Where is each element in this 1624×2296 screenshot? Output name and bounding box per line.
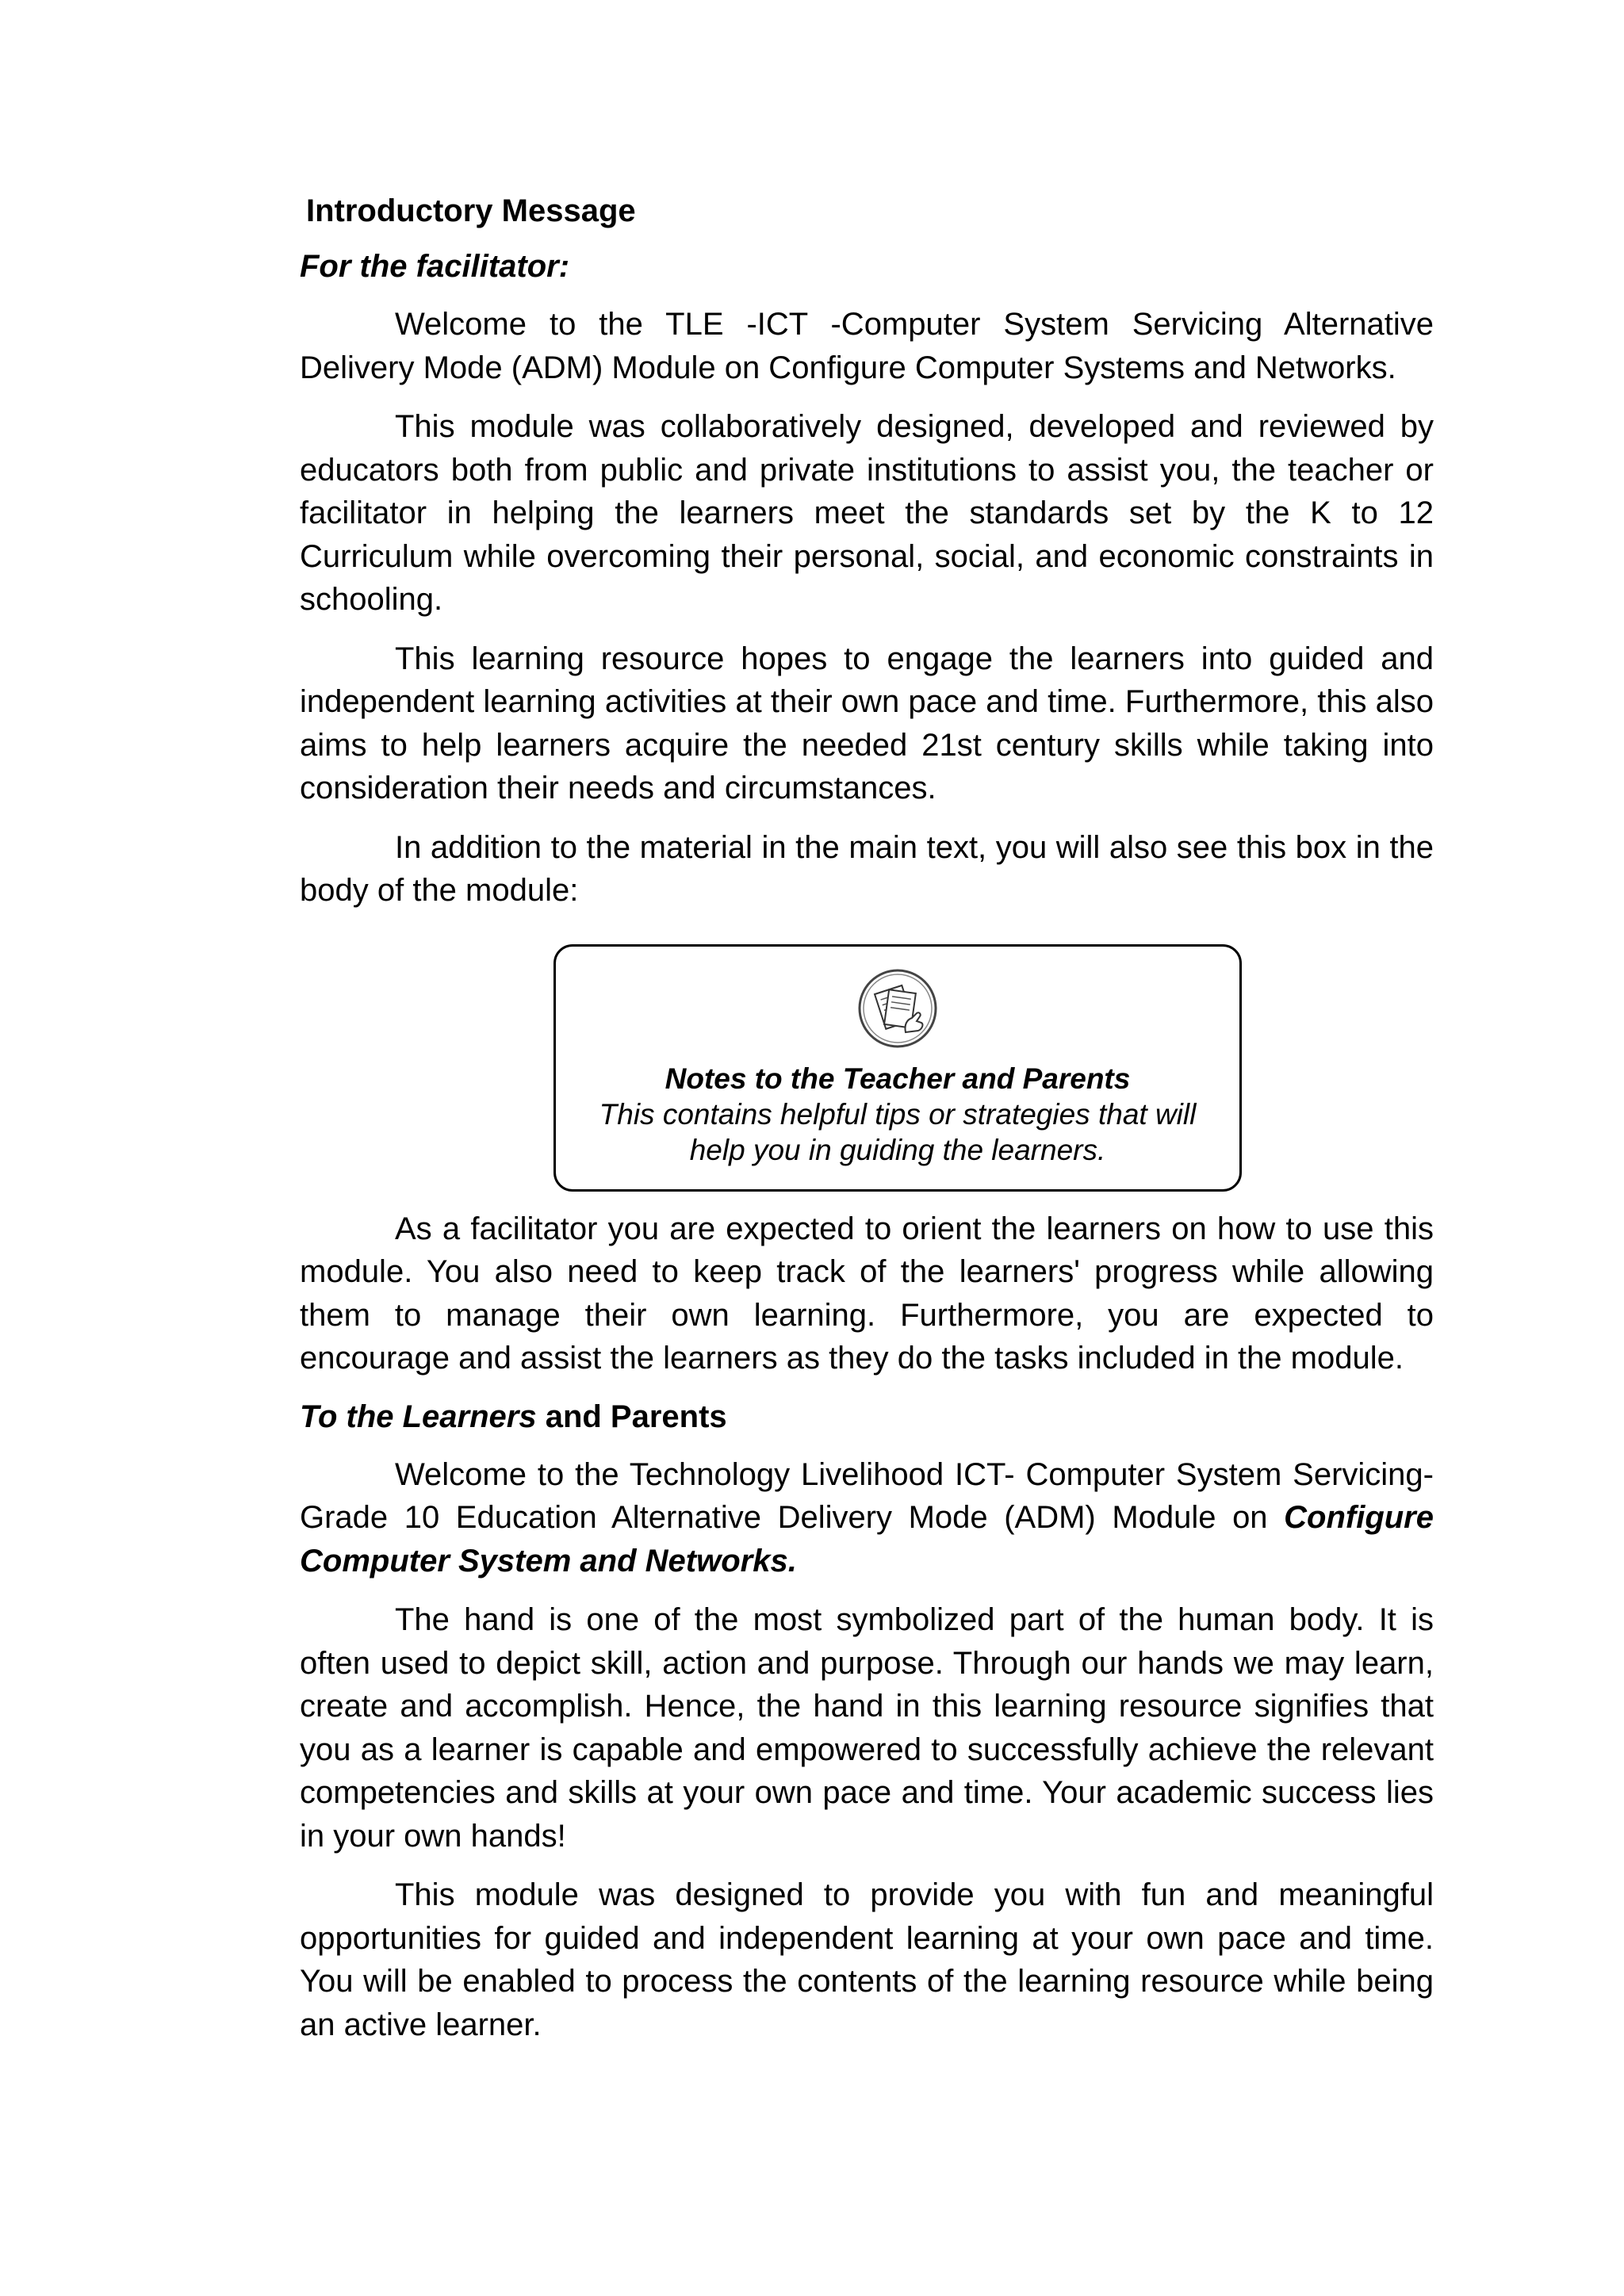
learners-heading: [300, 1396, 1434, 1437]
facilitator-paragraph: Welcome to the TLE -ICT -Computer System Servicing Alternative Delivery Mode (ADM) Module on Configure Computer Systems and Networks.: [300, 307, 1434, 385]
learners-heading-italic: To the Learners: [300, 1399, 537, 1434]
facilitator-paragraph: This module was collaboratively designed, developed and reviewed by educators both from public and private institutions to assist you, the teacher or facilitator in helping the learners meet the standards set by the K to 12 Curriculum while overcoming their personal, social, and economic constraints in schooling.: [300, 409, 1434, 617]
facilitator-paragraph: In addition to the material in the main text, you will also see this box in the body of the module:: [300, 829, 1434, 908]
learners-paragraph: The hand is one of the most symbolized part of the human body. It is often used to depict skill, action and purpose. Through our hands we may learn, create and accomplish. Hence, the hand in this learning resource signifies that you as a learner is capable and empowered to successfully achieve the relevant competencies and skills at your own pace and time. Your academic success lies in your own hands!: [300, 1602, 1434, 1854]
notes-hand-icon: [856, 967, 939, 1050]
facilitator-heading: For the facilitator:: [300, 249, 570, 284]
notes-box-title: Notes to the Teacher and Parents: [665, 1062, 1131, 1095]
learners-intro-text: Welcome to the Technology Livelihood ICT- Computer System Servicing- Grade 10 Education Alternative Delivery Mode (ADM) Module on: [300, 1456, 1434, 1535]
facilitator-paragraph: This learning resource hopes to engage the learners into guided and independent learning activities at their own pace and time. Furthermore, this also aims to help learners acquire the needed 21st century skills while taking into consideration their needs and circumstances.: [300, 641, 1434, 806]
notes-box: [553, 944, 1242, 1192]
notes-box-text: This contains helpful tips or strategies that will help you in guiding the learners.: [599, 1097, 1197, 1166]
document-page: [300, 190, 1434, 2046]
page-title: Introductory Message: [306, 193, 636, 228]
learners-heading-rest: and Parents: [536, 1399, 727, 1434]
learners-paragraph: This module was designed to provide you with fun and meaningful opportunities for guided and independent learning at your own pace and time. You will be enabled to process the contents of the learning resource while being an active learner.: [300, 1877, 1434, 2042]
module-name: Configure Computer System and Networks.: [300, 1500, 1434, 1578]
facilitator-closing: As a facilitator you are expected to orient the learners on how to use this module. You also need to keep track of the learners' progress while allowing them to manage their own learning. Furthermore, you are expected to encourage and assist the learners as they do the tasks included in the module.: [300, 1211, 1434, 1376]
learners-intro-paragraph: [300, 1453, 1434, 1583]
